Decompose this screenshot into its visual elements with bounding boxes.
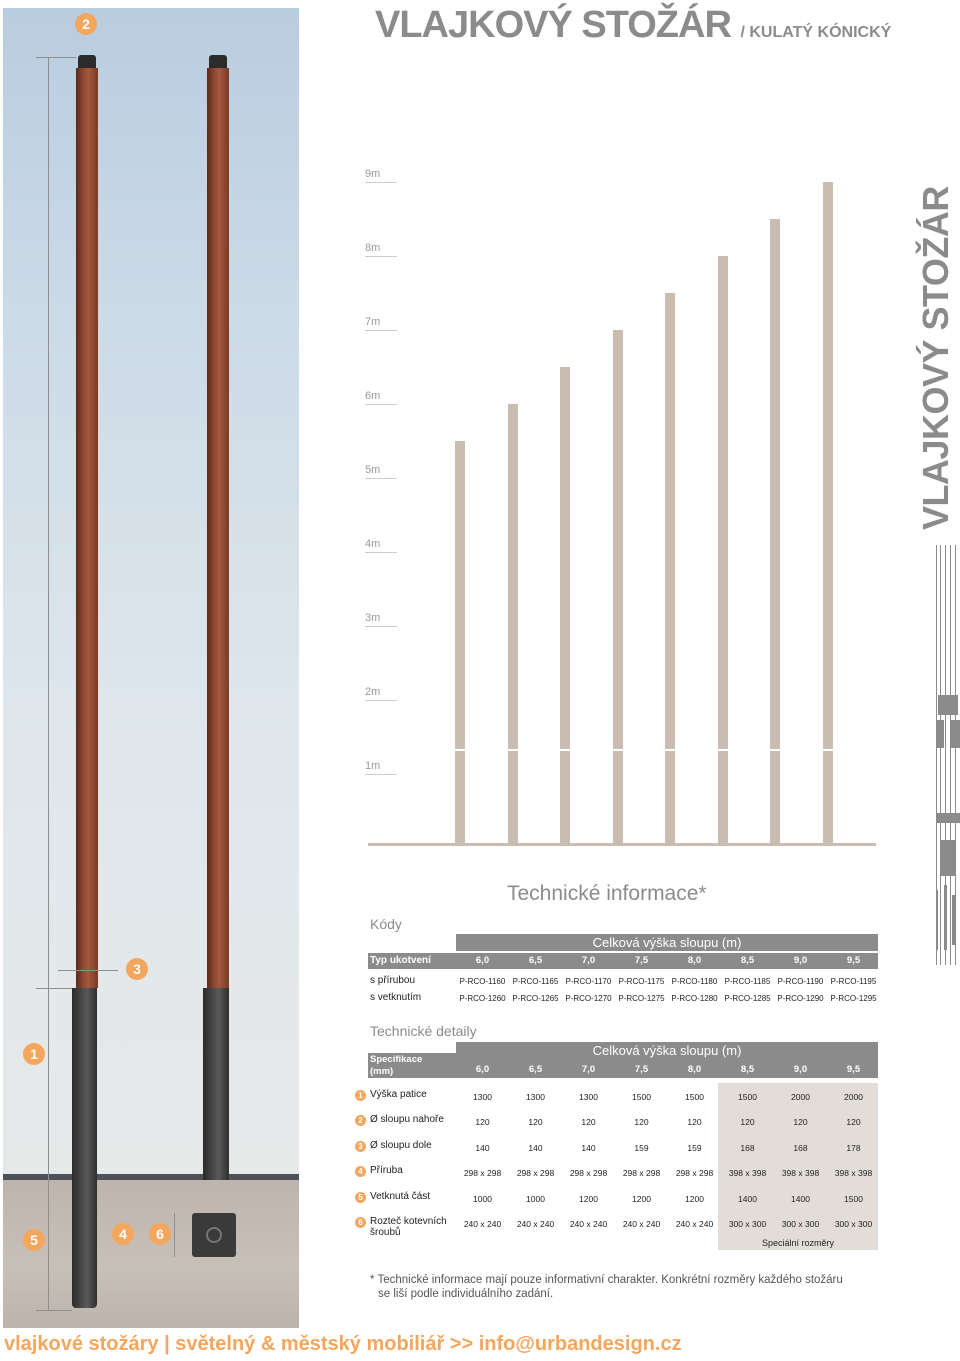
details-cell: 240 x 240 xyxy=(675,1219,714,1229)
pole-height-bar-1 xyxy=(455,441,465,843)
details-cell: 300 x 300 xyxy=(781,1219,820,1229)
codes-type-label: Typ ukotvení xyxy=(370,955,431,966)
details-cell: 240 x 240 xyxy=(516,1219,555,1229)
details-cell: 168 xyxy=(793,1143,808,1153)
scale-label-2m: 2m xyxy=(365,686,397,701)
details-height-4: 7,5 xyxy=(634,1064,649,1075)
row-number-badge: 6 xyxy=(355,1217,366,1228)
details-cell: 240 x 240 xyxy=(622,1219,661,1229)
base-dimension-line xyxy=(174,1213,175,1257)
barcode-decoration xyxy=(936,545,960,965)
pole-height-bar-7 xyxy=(770,219,780,843)
pole-height-bar-2 xyxy=(508,404,518,843)
codes-type-row xyxy=(368,953,878,969)
scale-label-8m: 8m xyxy=(365,242,397,257)
codes-cell: P-RCO-1295 xyxy=(830,994,877,1003)
side-title: VLAJKOVÝ STOŽÁR xyxy=(915,186,956,530)
details-cell: 1400 xyxy=(791,1194,810,1204)
pole-bar-seam xyxy=(560,749,570,751)
details-spec-label xyxy=(368,1053,456,1078)
codes-height-1: 6,0 xyxy=(475,955,490,966)
codes-cell: P-RCO-1160 xyxy=(459,977,506,986)
details-row-label: Výška patice xyxy=(370,1089,427,1100)
scale-label-7m: 7m xyxy=(365,316,397,331)
details-cell: 398 x 398 xyxy=(834,1168,873,1178)
scale-label-9m: 9m xyxy=(365,168,397,183)
details-height-7: 9,0 xyxy=(793,1064,808,1075)
special-sizes-label: Speciální rozměry xyxy=(761,1238,835,1248)
codes-height-6: 8,5 xyxy=(740,955,755,966)
pole-bar-seam xyxy=(508,749,518,751)
details-cell: 300 x 300 xyxy=(834,1219,873,1229)
chart-baseline xyxy=(368,843,876,846)
details-cell: 168 xyxy=(740,1143,755,1153)
details-height-3: 7,0 xyxy=(581,1064,596,1075)
details-cell: 398 x 398 xyxy=(781,1168,820,1178)
details-cell: 1000 xyxy=(526,1194,545,1204)
details-cell: 298 x 298 xyxy=(516,1168,555,1178)
details-cell: 120 xyxy=(740,1117,755,1127)
details-cell: 178 xyxy=(846,1143,861,1153)
codes-header: Celková výška sloupu (m) xyxy=(456,934,878,951)
details-cell: 1200 xyxy=(685,1194,704,1204)
details-cell: 240 x 240 xyxy=(463,1219,502,1229)
footer-contact[interactable]: vlajkové stožáry | světelný & městský mobiliář >> info@urbandesign.cz xyxy=(4,1333,682,1355)
details-cell: 140 xyxy=(581,1143,596,1153)
codes-cell: P-RCO-1180 xyxy=(671,977,718,986)
dimension-line-height xyxy=(48,57,49,1310)
pole-height-bar-6 xyxy=(718,256,728,843)
codes-cell: P-RCO-1190 xyxy=(777,977,824,986)
codes-row-label: s přírubou xyxy=(370,975,416,986)
pole-bar-seam xyxy=(613,749,623,751)
details-cell: 298 x 298 xyxy=(569,1168,608,1178)
pole-bar-seam xyxy=(823,749,833,751)
disclaimer-note xyxy=(370,1273,843,1301)
scale-label-5m: 5m xyxy=(365,464,397,479)
details-height-8: 9,5 xyxy=(846,1064,861,1075)
details-cell: 1300 xyxy=(526,1092,545,1102)
badge-5: 5 xyxy=(23,1229,45,1251)
codes-cell: P-RCO-1275 xyxy=(618,994,665,1003)
scale-label-1m: 1m xyxy=(365,760,397,775)
details-cell: 1500 xyxy=(632,1092,651,1102)
note-line-2: se liší podle individuálního zadání. xyxy=(378,1288,554,1300)
codes-cell: P-RCO-1270 xyxy=(565,994,612,1003)
codes-cell: P-RCO-1165 xyxy=(512,977,559,986)
pole-2-lower xyxy=(203,988,229,1180)
pole-height-bar-4 xyxy=(613,330,623,843)
page-subtitle: / KULATÝ KÓNICKÝ xyxy=(740,24,892,41)
row-number-badge: 5 xyxy=(355,1192,366,1203)
details-height-1: 6,0 xyxy=(475,1064,490,1075)
details-cell: 159 xyxy=(634,1143,649,1153)
details-cell: 140 xyxy=(528,1143,543,1153)
details-row-label: Ø sloupu dole xyxy=(370,1140,432,1151)
codes-row-label: s vetknutím xyxy=(370,992,422,1003)
details-cell: 1000 xyxy=(473,1194,492,1204)
codes-cell: P-RCO-1290 xyxy=(777,994,824,1003)
details-cell: 1500 xyxy=(685,1092,704,1102)
details-cell: 159 xyxy=(687,1143,702,1153)
technical-info-title: Technické informace* xyxy=(507,882,707,905)
details-header: Celková výška sloupu (m) xyxy=(456,1042,878,1059)
codes-height-4: 7,5 xyxy=(634,955,649,966)
badge-4: 4 xyxy=(112,1223,134,1245)
codes-cell: P-RCO-1175 xyxy=(618,977,665,986)
codes-title: Kódy xyxy=(370,916,402,932)
details-cell: 2000 xyxy=(844,1092,863,1102)
dimension-tick-bottom xyxy=(36,1310,72,1311)
codes-cell: P-RCO-1185 xyxy=(724,977,771,986)
details-row-label: Rozteč kotevních xyxy=(370,1216,447,1227)
details-row-label: Vetknutá část xyxy=(370,1191,431,1202)
pole-bar-seam xyxy=(455,749,465,751)
details-height-6: 8,5 xyxy=(740,1064,755,1075)
details-title: Technické detaily xyxy=(370,1023,477,1039)
badge-6: 6 xyxy=(149,1223,171,1245)
details-cell: 1400 xyxy=(738,1194,757,1204)
pole-1-upper xyxy=(76,68,98,988)
details-height-2: 6,5 xyxy=(528,1064,543,1075)
details-row-label: Ø sloupu nahoře xyxy=(370,1114,444,1125)
details-cell: 2000 xyxy=(791,1092,810,1102)
details-height-5: 8,0 xyxy=(687,1064,702,1075)
codes-cell: P-RCO-1260 xyxy=(459,994,506,1003)
pole-1-lower xyxy=(72,988,97,1308)
details-cell: 298 x 298 xyxy=(622,1168,661,1178)
details-cell: 398 x 398 xyxy=(728,1168,767,1178)
details-cell: 120 xyxy=(581,1117,596,1127)
details-cell: 120 xyxy=(634,1117,649,1127)
pole-2-cap xyxy=(209,55,227,69)
scale-label-4m: 4m xyxy=(365,538,397,553)
row-number-badge: 3 xyxy=(355,1141,366,1152)
details-cell: 1200 xyxy=(579,1194,598,1204)
codes-cell: P-RCO-1265 xyxy=(512,994,559,1003)
scale-label-3m: 3m xyxy=(365,612,397,627)
row-number-badge: 2 xyxy=(355,1115,366,1126)
scale-label-6m: 6m xyxy=(365,390,397,405)
details-cell: 1500 xyxy=(738,1092,757,1102)
base-plate-hole xyxy=(206,1227,222,1243)
details-cell: 1300 xyxy=(473,1092,492,1102)
pole-bar-seam xyxy=(665,749,675,751)
spec-label-2: (mm) xyxy=(370,1066,394,1077)
codes-height-5: 8,0 xyxy=(687,955,702,966)
row-number-badge: 4 xyxy=(355,1166,366,1177)
note-line-1: * Technické informace mají pouze informativní charakter. Konkrétní rozměry každého stožáru xyxy=(370,1274,843,1286)
pole-height-bar-3 xyxy=(560,367,570,843)
pole-1-cap xyxy=(78,55,96,69)
details-cell: 140 xyxy=(475,1143,490,1153)
details-cell: 120 xyxy=(793,1117,808,1127)
codes-cell: P-RCO-1195 xyxy=(830,977,877,986)
details-row-label: Příruba xyxy=(370,1165,403,1176)
row-number-badge: 1 xyxy=(355,1090,366,1101)
details-cell: 120 xyxy=(687,1117,702,1127)
codes-cell: P-RCO-1170 xyxy=(565,977,612,986)
details-cell: 240 x 240 xyxy=(569,1219,608,1229)
details-cell: 1500 xyxy=(844,1194,863,1204)
codes-height-7: 9,0 xyxy=(793,955,808,966)
pole-bar-seam xyxy=(718,749,728,751)
page-title: VLAJKOVÝ STOŽÁR / KULATÝ KÓNICKÝ xyxy=(375,4,892,46)
details-cell: 1200 xyxy=(632,1194,651,1204)
details-cell: 300 x 300 xyxy=(728,1219,767,1229)
spec-label-1: Specifikace xyxy=(370,1054,423,1065)
badge-2: 2 xyxy=(75,13,97,35)
pole-2-upper xyxy=(207,68,229,988)
codes-cell: P-RCO-1280 xyxy=(671,994,718,1003)
codes-cell: P-RCO-1285 xyxy=(724,994,771,1003)
details-cell: 120 xyxy=(846,1117,861,1127)
pole-bar-seam xyxy=(770,749,780,751)
details-cell: 298 x 298 xyxy=(463,1168,502,1178)
dimension-tick-mid xyxy=(36,988,72,989)
base-plate xyxy=(192,1213,236,1257)
dimension-tick-top xyxy=(36,57,76,58)
details-cell: 120 xyxy=(475,1117,490,1127)
codes-height-2: 6,5 xyxy=(528,955,543,966)
dimension-line-diameter xyxy=(58,970,118,971)
pole-height-bar-8 xyxy=(823,182,833,843)
codes-height-3: 7,0 xyxy=(581,955,596,966)
details-cell: 1300 xyxy=(579,1092,598,1102)
details-cell: 120 xyxy=(528,1117,543,1127)
pole-height-bar-5 xyxy=(665,293,675,843)
codes-height-8: 9,5 xyxy=(846,955,861,966)
badge-3: 3 xyxy=(126,958,148,980)
badge-1: 1 xyxy=(23,1043,45,1065)
details-row-label-2: šroubů xyxy=(370,1227,401,1238)
details-cell: 298 x 298 xyxy=(675,1168,714,1178)
